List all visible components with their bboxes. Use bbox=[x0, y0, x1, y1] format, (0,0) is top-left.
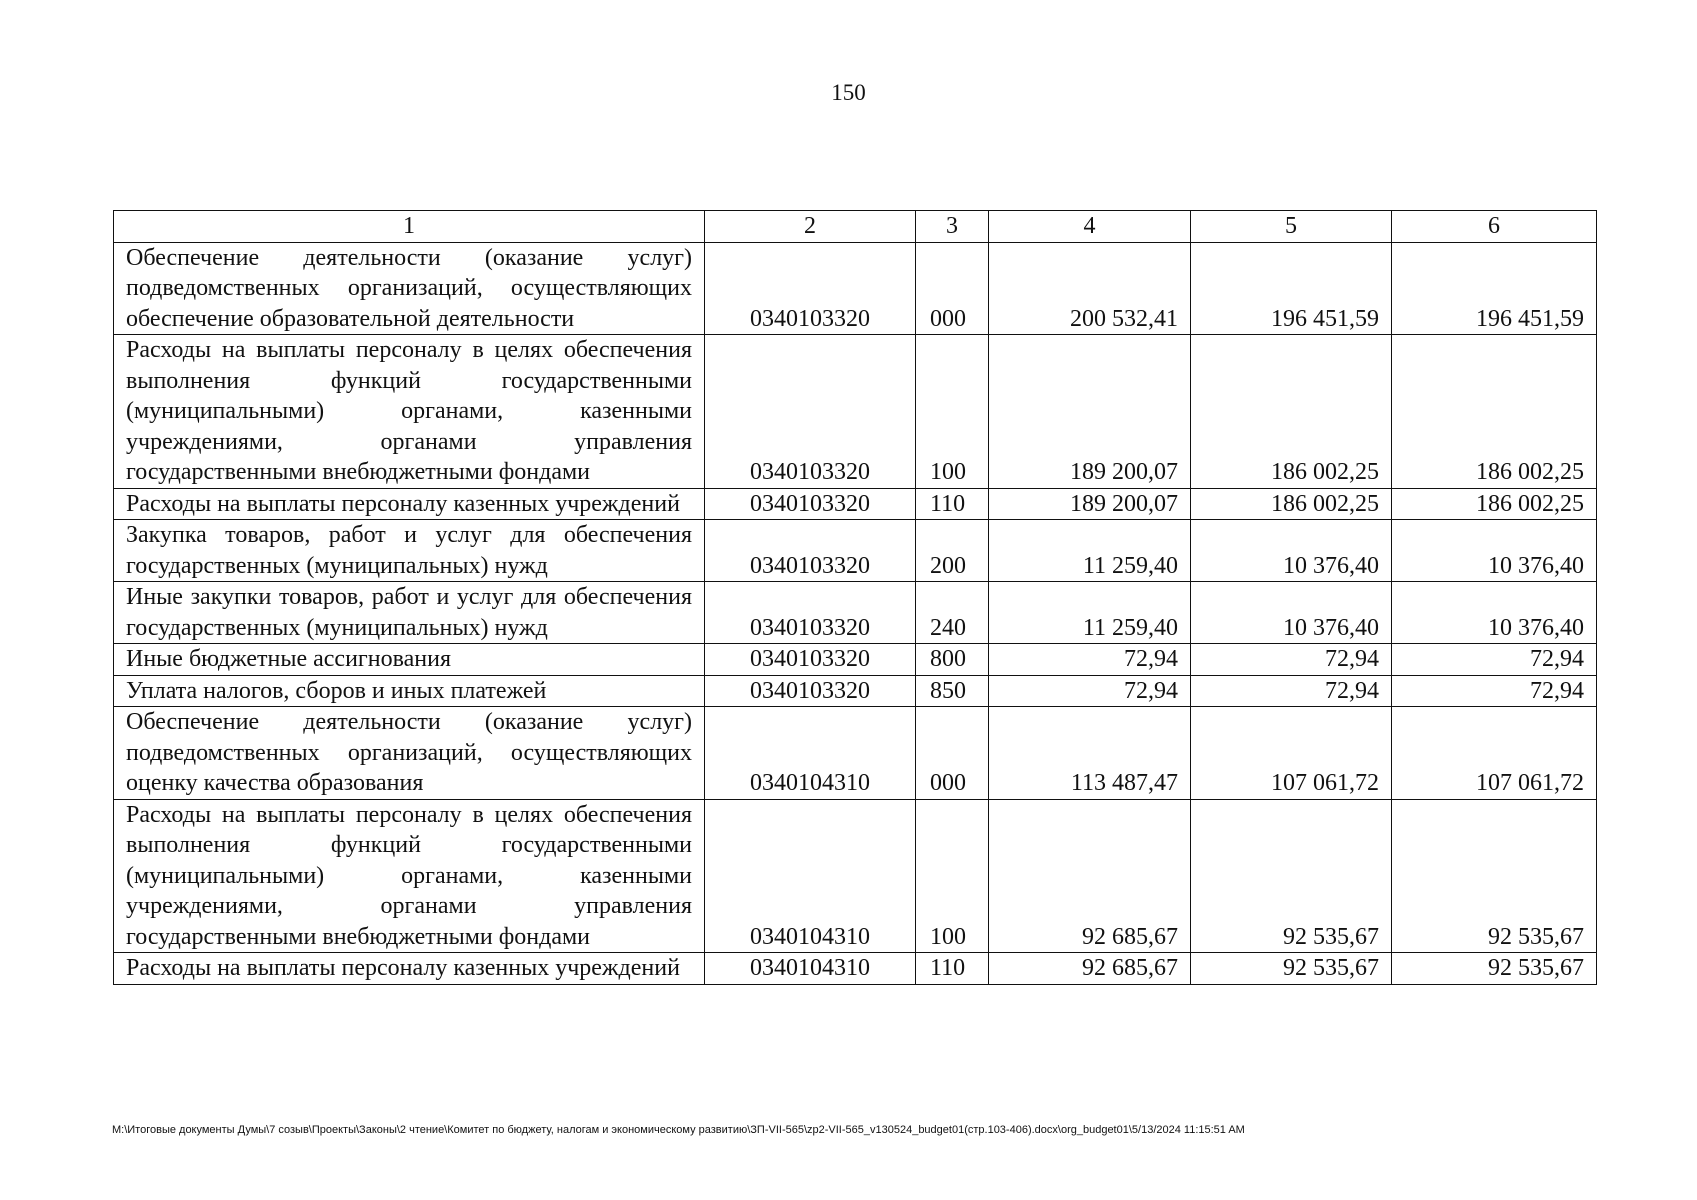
amount-cell: 10 376,40 bbox=[1191, 582, 1392, 644]
expense-type-cell: 110 bbox=[916, 953, 989, 985]
target-code-cell: 0340103320 bbox=[705, 675, 916, 707]
amount-cell: 72,94 bbox=[989, 675, 1191, 707]
expense-name-cell: Расходы на выплаты персоналу казенных учреждений bbox=[114, 953, 705, 985]
column-header: 2 bbox=[705, 211, 916, 243]
table-row bbox=[114, 644, 1597, 676]
expense-type-cell: 100 bbox=[916, 335, 989, 489]
amount-cell: 107 061,72 bbox=[1191, 707, 1392, 800]
expense-name-cell: Закупка товаров, работ и услуг для обеспечения государственных (муниципальных) нужд bbox=[114, 520, 705, 582]
expense-name-cell: Иные закупки товаров, работ и услуг для обеспечения государственных (муниципальных) нужд bbox=[114, 582, 705, 644]
amount-cell: 72,94 bbox=[1392, 675, 1597, 707]
amount-cell: 72,94 bbox=[1191, 675, 1392, 707]
amount-cell: 107 061,72 bbox=[1392, 707, 1597, 800]
amount-cell: 113 487,47 bbox=[989, 707, 1191, 800]
table-row bbox=[114, 242, 1597, 335]
expense-name-cell: Иные бюджетные ассигнования bbox=[114, 644, 705, 676]
column-header: 6 bbox=[1392, 211, 1597, 243]
amount-cell: 189 200,07 bbox=[989, 488, 1191, 520]
expense-name-cell: Расходы на выплаты персоналу казенных учреждений bbox=[114, 488, 705, 520]
expense-name-cell: Расходы на выплаты персоналу в целях обеспечения выполнения функций государственными (муниципальными) органами, казенными учреждениями, органами управления государственными внебюджетными фондами bbox=[114, 335, 705, 489]
expense-type-cell: 800 bbox=[916, 644, 989, 676]
amount-cell: 72,94 bbox=[1191, 644, 1392, 676]
amount-cell: 92 535,67 bbox=[1191, 799, 1392, 953]
table-row bbox=[114, 799, 1597, 953]
amount-cell: 189 200,07 bbox=[989, 335, 1191, 489]
expense-type-cell: 200 bbox=[916, 520, 989, 582]
amount-cell: 92 685,67 bbox=[989, 799, 1191, 953]
page-number: 150 bbox=[831, 80, 866, 105]
amount-cell: 186 002,25 bbox=[1191, 488, 1392, 520]
amount-cell: 11 259,40 bbox=[989, 582, 1191, 644]
amount-cell: 92 535,67 bbox=[1191, 953, 1392, 985]
table-row bbox=[114, 335, 1597, 489]
expense-type-cell: 110 bbox=[916, 488, 989, 520]
amount-cell: 92 685,67 bbox=[989, 953, 1191, 985]
expense-type-cell: 850 bbox=[916, 675, 989, 707]
amount-cell: 72,94 bbox=[1392, 644, 1597, 676]
file-path-footer: M:\Итоговые документы Думы\7 созыв\Проекты\Законы\2 чтение\Комитет по бюджету, налогам и экономическому развитию\ЗП-VII-565\zp2-VII-565_v130524_budget01(стр.103-406).docx\org_budget01\5/13/2024 11:15:51 AM bbox=[112, 1124, 1245, 1136]
amount-cell: 186 002,25 bbox=[1392, 488, 1597, 520]
expense-type-cell: 240 bbox=[916, 582, 989, 644]
amount-cell: 92 535,67 bbox=[1392, 799, 1597, 953]
table-header-row bbox=[114, 211, 1597, 243]
amount-cell: 186 002,25 bbox=[1392, 335, 1597, 489]
target-code-cell: 0340104310 bbox=[705, 953, 916, 985]
table-row bbox=[114, 707, 1597, 800]
table-row bbox=[114, 675, 1597, 707]
amount-cell: 196 451,59 bbox=[1392, 242, 1597, 335]
amount-cell: 196 451,59 bbox=[1191, 242, 1392, 335]
column-header: 1 bbox=[114, 211, 705, 243]
expense-type-cell: 000 bbox=[916, 707, 989, 800]
expense-name-cell: Обеспечение деятельности (оказание услуг) подведомственных организаций, осуществляющих обеспечение образовательной деятельности bbox=[114, 242, 705, 335]
column-header: 5 bbox=[1191, 211, 1392, 243]
target-code-cell: 0340103320 bbox=[705, 335, 916, 489]
budget-table bbox=[113, 210, 1597, 985]
expense-name-cell: Уплата налогов, сборов и иных платежей bbox=[114, 675, 705, 707]
target-code-cell: 0340104310 bbox=[705, 707, 916, 800]
target-code-cell: 0340103320 bbox=[705, 520, 916, 582]
column-header: 3 bbox=[916, 211, 989, 243]
table-row bbox=[114, 582, 1597, 644]
column-header: 4 bbox=[989, 211, 1191, 243]
table-row bbox=[114, 488, 1597, 520]
expense-name-cell: Обеспечение деятельности (оказание услуг) подведомственных организаций, осуществляющих оценку качества образования bbox=[114, 707, 705, 800]
target-code-cell: 0340104310 bbox=[705, 799, 916, 953]
expense-type-cell: 000 bbox=[916, 242, 989, 335]
target-code-cell: 0340103320 bbox=[705, 242, 916, 335]
amount-cell: 72,94 bbox=[989, 644, 1191, 676]
amount-cell: 200 532,41 bbox=[989, 242, 1191, 335]
expense-type-cell: 100 bbox=[916, 799, 989, 953]
target-code-cell: 0340103320 bbox=[705, 582, 916, 644]
target-code-cell: 0340103320 bbox=[705, 488, 916, 520]
amount-cell: 92 535,67 bbox=[1392, 953, 1597, 985]
amount-cell: 10 376,40 bbox=[1191, 520, 1392, 582]
expense-name-cell: Расходы на выплаты персоналу в целях обеспечения выполнения функций государственными (муниципальными) органами, казенными учреждениями, органами управления государственными внебюджетными фондами bbox=[114, 799, 705, 953]
table-row bbox=[114, 953, 1597, 985]
amount-cell: 10 376,40 bbox=[1392, 582, 1597, 644]
table-row bbox=[114, 520, 1597, 582]
target-code-cell: 0340103320 bbox=[705, 644, 916, 676]
amount-cell: 11 259,40 bbox=[989, 520, 1191, 582]
amount-cell: 10 376,40 bbox=[1392, 520, 1597, 582]
amount-cell: 186 002,25 bbox=[1191, 335, 1392, 489]
